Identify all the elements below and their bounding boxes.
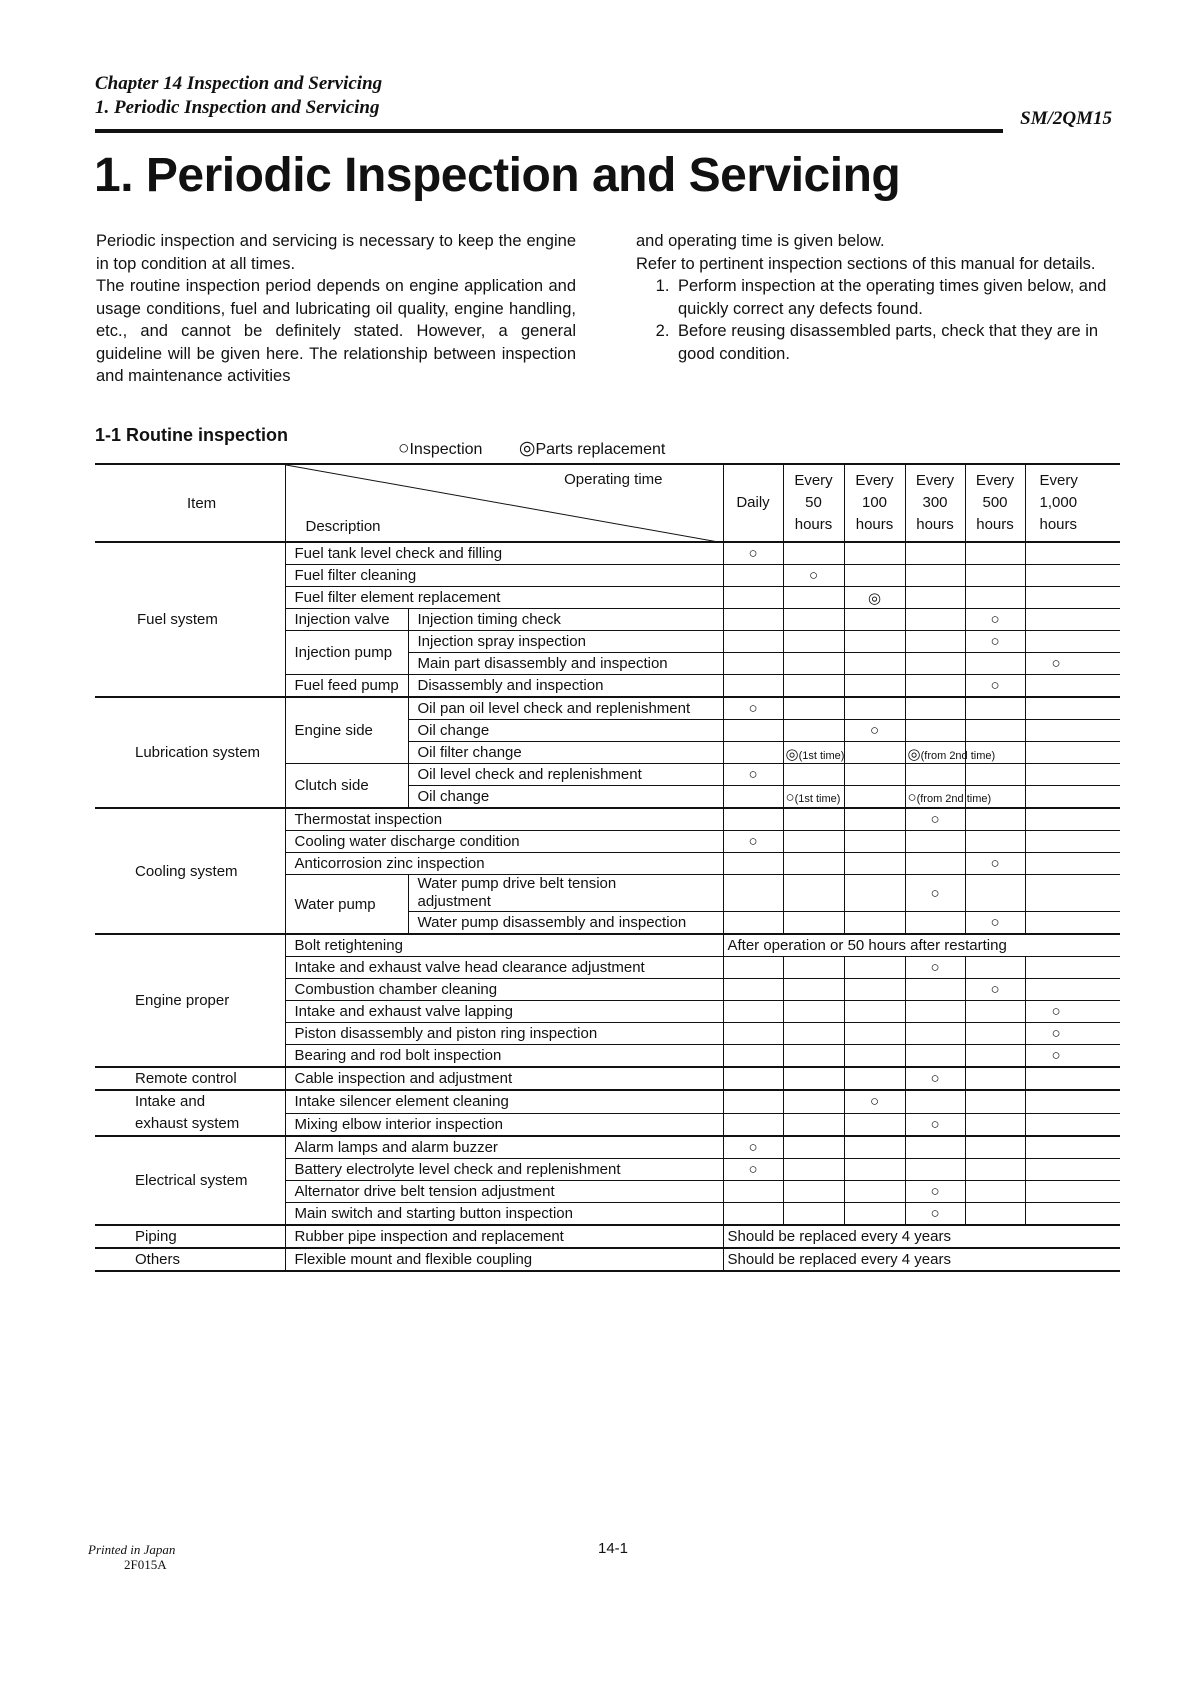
first-time-note (786, 745, 845, 763)
inspection-mark: ○ (785, 789, 795, 806)
inspection-mark: ○ (783, 565, 844, 587)
replacement-mark: ◎ (785, 746, 799, 763)
row-description: Mixing elbow interior inspection (285, 1113, 723, 1136)
row-description-line: Water pump drive belt tension (417, 875, 617, 892)
row-description: Intake and exhaust valve head clearance adjustment (285, 957, 723, 979)
row-description: Oil pan oil level check and replenishment (408, 697, 723, 720)
inspection-mark: ○ (965, 675, 1025, 698)
legend-inspection-label: Inspection (409, 441, 483, 458)
legend (398, 437, 697, 460)
replacement-mark: ◎ (907, 746, 921, 763)
others-note: Should be replaced every 4 years (723, 1248, 1120, 1271)
subgroup-fuel-feed-pump: Fuel feed pump (285, 675, 408, 698)
inspection-mark: ○ (1025, 1023, 1120, 1045)
header-model: SM/2QM15 (1020, 108, 1112, 129)
group-lubrication-system: Lubrication system (95, 697, 285, 808)
interval-value: 1,000 (1039, 494, 1078, 511)
subgroup-water-pump: Water pump (285, 875, 408, 935)
header-chapter: Chapter 14 Inspection and Servicing (95, 73, 383, 94)
inspection-mark: ○ (965, 979, 1025, 1001)
group-piping: Piping (95, 1225, 285, 1248)
interval-daily: Daily (723, 464, 783, 542)
table-row (95, 542, 1120, 565)
subgroup-engine-side: Engine side (285, 697, 408, 764)
table-row (95, 1248, 1120, 1271)
interval-value: 300 (922, 494, 948, 511)
intro-list-item: 2. Before reusing disassembled parts, check that they are in good condition. (674, 320, 1116, 365)
interval-label: Every (915, 472, 955, 489)
from-second-label: (from 2nd time) (920, 750, 996, 762)
interval-unit: hours (976, 516, 1014, 533)
interval-500h (965, 464, 1025, 542)
group-fuel-system: Fuel system (95, 542, 285, 697)
from-second-note (908, 789, 992, 806)
header-section: 1. Periodic Inspection and Servicing (95, 97, 380, 118)
row-description: Fuel filter cleaning (285, 565, 723, 587)
row-description (408, 875, 723, 912)
inspection-mark: ○ (905, 1203, 965, 1226)
bolt-note: After operation or 50 hours after restarting (723, 934, 1120, 957)
inspection-mark: ○ (1025, 1045, 1120, 1068)
row-description: Alarm lamps and alarm buzzer (285, 1136, 723, 1159)
inspection-mark: ○ (1025, 653, 1120, 675)
footer-code: 2F015A (124, 1557, 167, 1572)
routine-inspection-table (95, 463, 1120, 1272)
piping-note: Should be replaced every 4 years (723, 1225, 1120, 1248)
intro-list-item: 1. Perform inspection at the operating times given below, and quickly correct any defects found. (674, 275, 1116, 320)
inspection-mark: ○ (905, 875, 965, 912)
row-description: Fuel filter element replacement (285, 587, 723, 609)
description-label: Description (305, 518, 381, 535)
group-label-line: Intake and (135, 1093, 206, 1110)
interval-label: Every (794, 472, 833, 489)
inspection-mark: ○ (905, 1113, 965, 1136)
page-number: 14-1 (598, 1540, 629, 1557)
interval-unit: hours (916, 516, 954, 533)
row-description: Bolt retightening (285, 934, 723, 957)
intro-paragraph-2: The routine inspection period depends on engine application and usage conditions, fuel and lubricating oil quality, engine handling, etc., and cannot be definitely stated. However, a general guideline will be given here. The relationship between inspection and maintenance activities (96, 277, 576, 385)
inspection-mark: ○ (723, 1136, 783, 1159)
footer-left (88, 1542, 175, 1572)
subgroup-clutch-side: Clutch side (285, 764, 408, 809)
from-second-note (908, 745, 996, 763)
group-cooling-system: Cooling system (95, 808, 285, 934)
first-time-note-cell (783, 742, 844, 764)
table-row (95, 934, 1120, 957)
inspection-mark: ○ (905, 1181, 965, 1203)
row-description: Anticorrosion zinc inspection (285, 853, 723, 875)
page-title: 1. Periodic Inspection and Servicing (94, 149, 901, 202)
intro-list (636, 275, 1116, 365)
row-description: Oil change (408, 720, 723, 742)
table-header-row (95, 464, 1120, 542)
inspection-mark: ○ (844, 720, 905, 742)
table-row (95, 1090, 1120, 1113)
interval-unit: hours (794, 516, 833, 533)
first-time-label: (1st time) (794, 793, 841, 805)
interval-label: Every (975, 472, 1015, 489)
replacement-mark: ◎ (844, 587, 905, 609)
legend-replacement (518, 438, 666, 459)
row-description: Flexible mount and flexible coupling (285, 1248, 723, 1271)
row-description: Thermostat inspection (285, 808, 723, 831)
col-item-header: Item (95, 464, 285, 542)
interval-100h (844, 464, 905, 542)
interval-unit: hours (1039, 516, 1078, 533)
intro-paragraph-1: Periodic inspection and servicing is necessary to keep the engine in top condition at all times. (96, 232, 576, 273)
inspection-mark: ○ (965, 609, 1025, 631)
group-others: Others (95, 1248, 285, 1271)
group-remote-control: Remote control (95, 1067, 285, 1090)
row-description: Injection timing check (408, 609, 723, 631)
running-header (95, 72, 382, 120)
row-description: Combustion chamber cleaning (285, 979, 723, 1001)
inspection-mark: ○ (905, 1067, 965, 1090)
replacement-symbol: ◎ (518, 438, 536, 459)
row-description: Fuel tank level check and filling (285, 542, 723, 565)
row-description: Intake silencer element cleaning (285, 1090, 723, 1113)
operating-time-label: Operating time (564, 471, 663, 488)
interval-value: 50 (805, 494, 822, 511)
row-description: Cooling water discharge condition (285, 831, 723, 853)
row-description: Battery electrolyte level check and replenishment (285, 1159, 723, 1181)
first-time-note-cell (783, 786, 844, 809)
table-row (95, 1136, 1120, 1159)
inspection-mark: ○ (723, 697, 783, 720)
row-description: Bearing and rod bolt inspection (285, 1045, 723, 1068)
printed-in-japan: Printed in Japan (88, 1542, 176, 1557)
row-description: Water pump disassembly and inspection (408, 912, 723, 935)
group-intake-exhaust (95, 1090, 285, 1136)
inspection-mark: ○ (844, 1090, 905, 1113)
row-description: Oil filter change (408, 742, 723, 764)
table-row (95, 808, 1120, 831)
inspection-mark: ○ (723, 1159, 783, 1181)
group-label-line: exhaust system (135, 1115, 240, 1132)
interval-value: 500 (982, 494, 1008, 511)
intro-left-column (96, 230, 576, 388)
interval-1000h (1025, 464, 1120, 542)
row-description: Disassembly and inspection (408, 675, 723, 698)
interval-unit: hours (855, 516, 894, 533)
first-time-label: (1st time) (798, 750, 845, 762)
from-second-label: (from 2nd time) (916, 793, 992, 805)
from-second-note-cell (905, 742, 996, 764)
interval-300h (905, 464, 965, 542)
intro-right-column (636, 230, 1116, 365)
row-description: Piston disassembly and piston ring inspection (285, 1023, 723, 1045)
intro-paragraph-3: and operating time is given below. (636, 232, 885, 250)
row-description: Injection spray inspection (408, 631, 723, 653)
subgroup-injection-valve: Injection valve (285, 609, 408, 631)
inspection-mark: ○ (905, 808, 965, 831)
subgroup-injection-pump: Injection pump (285, 631, 408, 675)
group-engine-proper: Engine proper (95, 934, 285, 1067)
inspection-mark: ○ (965, 853, 1025, 875)
row-description: Intake and exhaust valve lapping (285, 1001, 723, 1023)
table-row (95, 697, 1120, 720)
row-description: Oil level check and replenishment (408, 764, 723, 786)
col-description-header (285, 464, 723, 542)
section-heading: 1-1 Routine inspection (95, 425, 289, 445)
inspection-mark: ○ (907, 789, 917, 806)
row-description-line: adjustment (417, 893, 491, 910)
row-description: Alternator drive belt tension adjustment (285, 1181, 723, 1203)
row-description: Rubber pipe inspection and replacement (285, 1225, 723, 1248)
inspection-mark: ○ (1025, 1001, 1120, 1023)
row-description: Cable inspection and adjustment (285, 1067, 723, 1090)
inspection-mark: ○ (965, 631, 1025, 653)
inspection-mark: ○ (723, 831, 783, 853)
first-time-note (786, 789, 841, 806)
row-description: Main switch and starting button inspection (285, 1203, 723, 1226)
inspection-mark: ○ (965, 912, 1025, 935)
inspection-mark: ○ (723, 764, 783, 786)
inspection-symbol: ○ (398, 438, 410, 459)
inspection-mark: ○ (905, 957, 965, 979)
legend-inspection (398, 438, 483, 459)
from-second-note-cell (905, 786, 992, 809)
interval-label: Every (1039, 472, 1078, 489)
legend-replacement-label: Parts replacement (535, 441, 666, 458)
table-row (95, 1067, 1120, 1090)
header-rule (95, 129, 1003, 133)
interval-label: Every (855, 472, 894, 489)
intro-paragraph-4: Refer to pertinent inspection sections of this manual for details. (636, 254, 1096, 273)
interval-value: 100 (861, 494, 888, 511)
group-electrical-system: Electrical system (95, 1136, 285, 1225)
interval-50h (783, 464, 844, 542)
row-description: Oil change (408, 786, 723, 809)
row-description: Main part disassembly and inspection (408, 653, 723, 675)
inspection-mark: ○ (723, 542, 783, 565)
table-row (95, 1225, 1120, 1248)
